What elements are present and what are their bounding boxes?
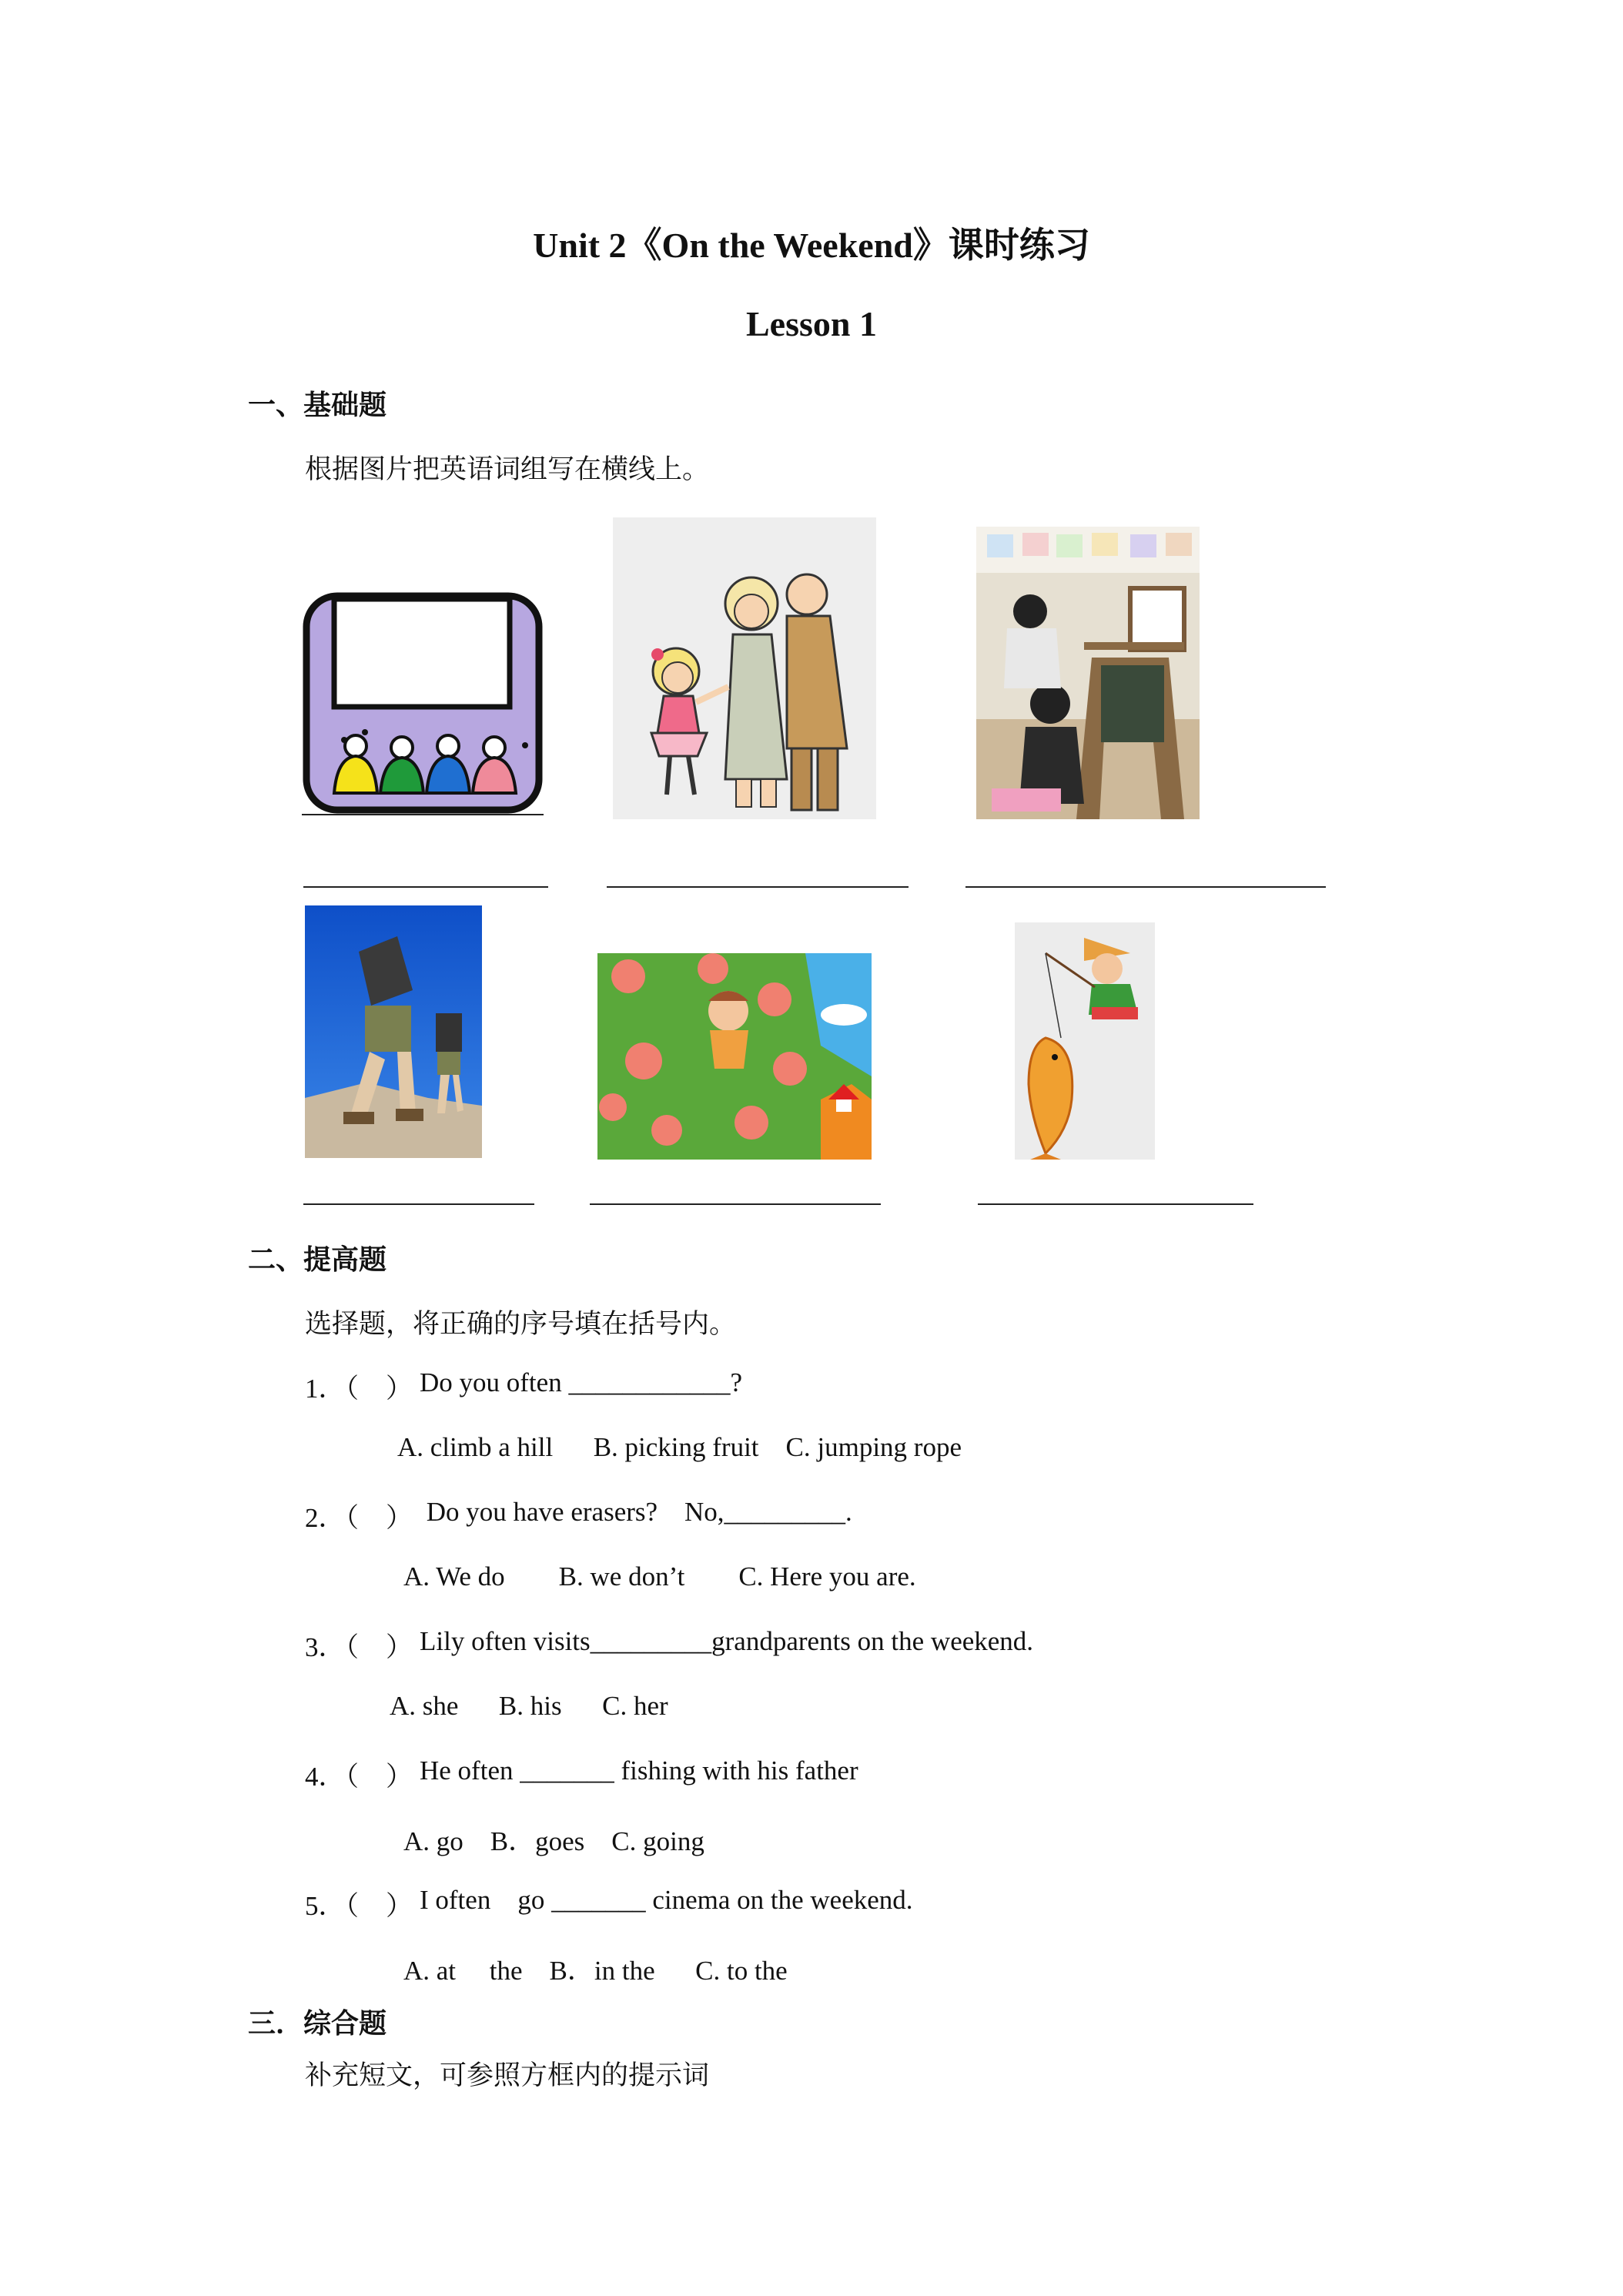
answer-line-4[interactable]: [303, 1203, 534, 1205]
question-3-number: 3．（ ）: [305, 1632, 413, 1662]
section-2-instruction: 选择题，将正确的序号填在括号内。: [305, 1309, 737, 1339]
answer-line-6[interactable]: [978, 1203, 1253, 1205]
section-2-heading: 二、提高题: [248, 1244, 387, 1275]
question-5-number: 5．（ ）: [305, 1891, 413, 1921]
answer-line-3[interactable]: [965, 886, 1326, 888]
page-title: Unit 2《On the Weekend》课时练习: [533, 226, 1090, 265]
question-5-options: A. at the B．in the C. to the: [403, 1956, 788, 1986]
question-2-options: A. We do B. we don’t C. Here you are.: [403, 1561, 916, 1591]
question-1-number: 1．（ ）: [305, 1374, 413, 1404]
fishing-image: [1015, 922, 1155, 1160]
question-2-number: 2．（ ）: [305, 1503, 413, 1533]
question-3-text: Lily often visits_________grandparents on the weekend.: [420, 1626, 1034, 1656]
cinema-screen-image: [302, 591, 544, 819]
grandparents-and-girl-image: [613, 517, 876, 819]
section-1-heading: 一、基础题: [248, 390, 387, 420]
question-3-options: A. she B. his C. her: [390, 1691, 668, 1721]
question-4-number: 4．（ ）: [305, 1762, 413, 1792]
hill-climbing-image: [305, 905, 482, 1158]
lesson-subtitle: Lesson 1: [746, 304, 877, 343]
fruit-picking-image: [597, 953, 872, 1160]
question-4-options: A. go B．goes C. going: [403, 1826, 704, 1856]
question-4-text: He often _______ fishing with his father: [420, 1755, 858, 1786]
section-3-heading: 三．综合题: [248, 2008, 387, 2039]
question-5-text: I often go _______ cinema on the weekend.: [420, 1885, 913, 1915]
question-1-options: A. climb a hill B. picking fruit C. jumping rope: [397, 1432, 962, 1462]
section-3-instruction: 补充短文，可参照方框内的提示词: [305, 2060, 710, 2090]
answer-line-2[interactable]: [607, 886, 909, 888]
answer-line-5[interactable]: [590, 1203, 881, 1205]
question-1-text: Do you often ____________?: [420, 1367, 742, 1397]
question-2-text: Do you have erasers? No,_________.: [420, 1497, 852, 1527]
section-1-instruction: 根据图片把英语词组写在横线上。: [305, 454, 710, 484]
answer-line-1[interactable]: [303, 886, 548, 888]
drawing-class-image: [976, 527, 1200, 819]
